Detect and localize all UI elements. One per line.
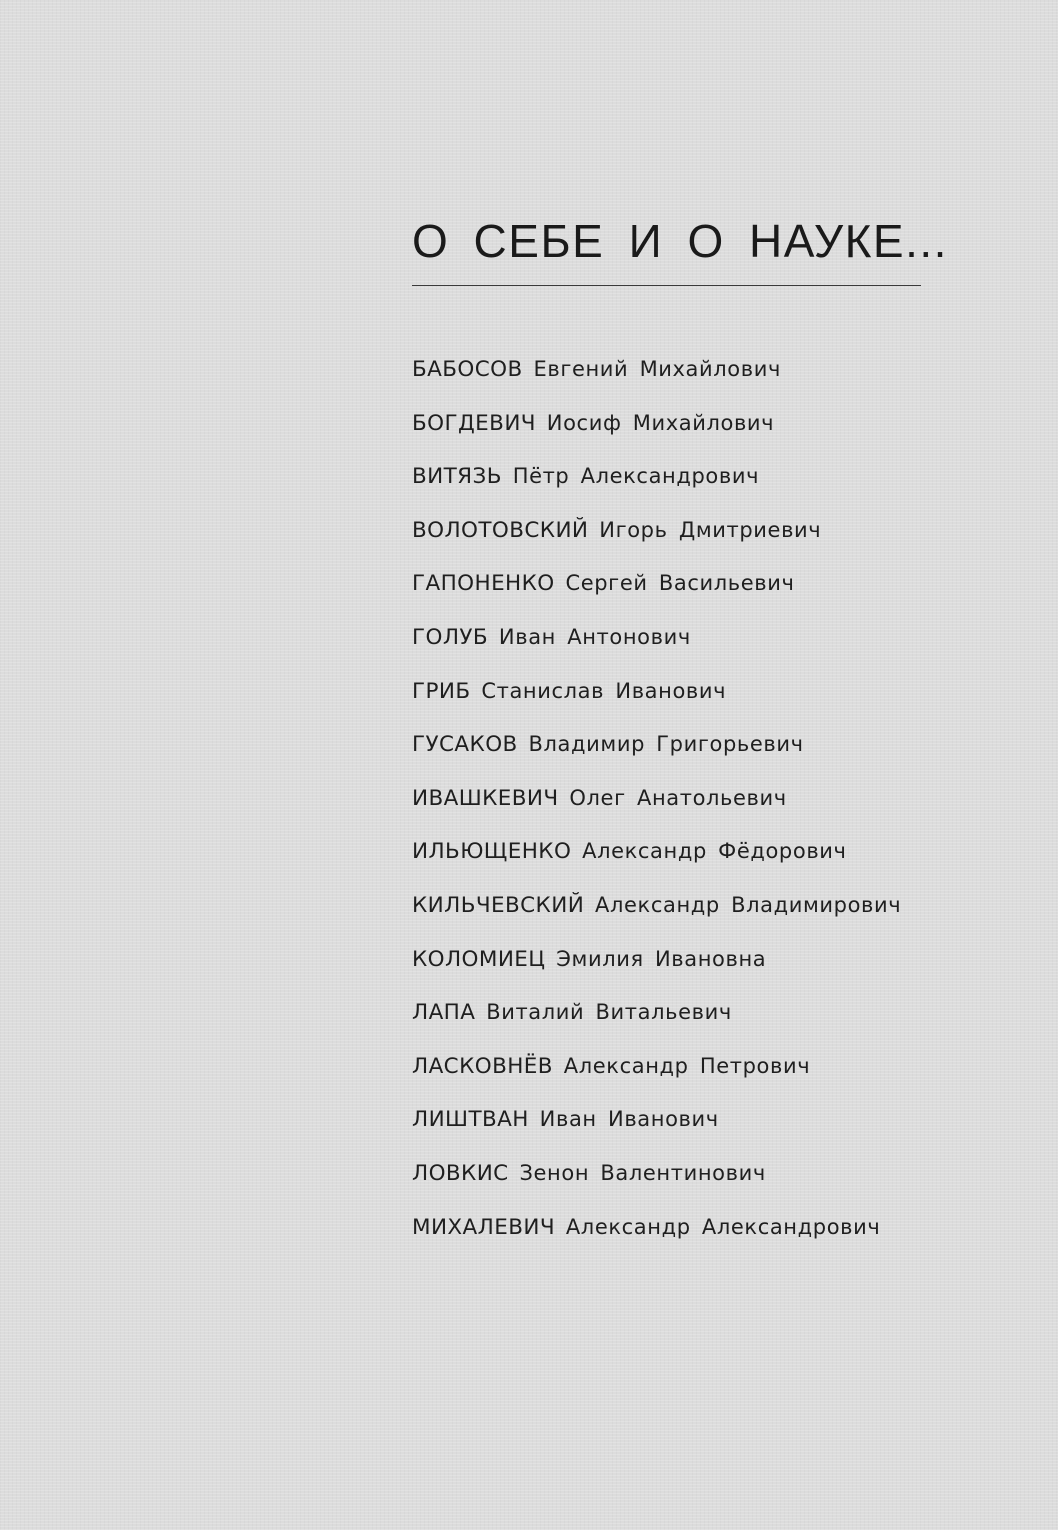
person-surname: ИЛЬЮЩЕНКО: [412, 839, 572, 865]
person-given-name: Игорь Дмитриевич: [599, 517, 822, 542]
person-surname: ГРИБ: [412, 678, 471, 704]
person-surname: МИХАЛЕВИЧ: [412, 1214, 555, 1240]
person-surname: КОЛОМИЕЦ: [412, 946, 546, 972]
person-surname: БАБОСОВ: [412, 357, 523, 382]
title-divider: [412, 285, 921, 286]
person-entry: [412, 563, 901, 617]
person-given-name: Эмилия Ивановна: [556, 946, 767, 971]
person-surname: ВИТЯЗЬ: [412, 464, 502, 490]
people-list: [412, 349, 901, 1260]
person-entry: [412, 1207, 901, 1261]
person-surname: ЛАПА: [412, 1000, 476, 1026]
person-surname: КИЛЬЧЕВСКИЙ: [412, 892, 585, 918]
person-entry: [412, 1153, 901, 1207]
person-given-name: Александр Петрович: [563, 1053, 811, 1078]
person-entry: [412, 885, 901, 939]
person-surname: БОГДЕВИЧ: [412, 410, 536, 436]
person-entry: [412, 724, 901, 778]
person-surname: ИВАШКЕВИЧ: [412, 785, 559, 811]
person-given-name: Евгений Михайлович: [533, 357, 781, 381]
section-title: О СЕБЕ И О НАУКЕ...: [412, 215, 948, 267]
person-given-name: Александр Фёдорович: [582, 839, 847, 864]
person-given-name: Иосиф Михайлович: [546, 410, 775, 435]
person-entry: [412, 1046, 901, 1100]
person-given-name: Олег Анатольевич: [569, 785, 787, 810]
person-entry: [412, 456, 901, 510]
person-given-name: Александр Владимирович: [595, 892, 902, 917]
person-surname: ВОЛОТОВСКИЙ: [412, 517, 589, 543]
person-given-name: Иван Антонович: [498, 624, 691, 649]
person-entry: [412, 671, 901, 725]
person-entry: [412, 992, 901, 1046]
person-entry: [412, 403, 901, 457]
person-given-name: Пётр Александрович: [512, 464, 760, 489]
person-given-name: Станислав Иванович: [481, 678, 727, 703]
person-entry: [412, 778, 901, 832]
person-given-name: Владимир Григорьевич: [528, 732, 804, 757]
person-surname: ЛАСКОВНЁВ: [412, 1053, 553, 1079]
person-given-name: Виталий Витальевич: [486, 1000, 732, 1025]
person-entry: [412, 617, 901, 671]
person-entry: [412, 510, 901, 564]
person-surname: ГАПОНЕНКО: [412, 571, 555, 597]
person-given-name: Зенон Валентинович: [519, 1160, 766, 1185]
person-surname: ЛИШТВАН: [412, 1107, 529, 1133]
person-given-name: Сергей Васильевич: [565, 571, 795, 596]
person-surname: ГОЛУБ: [412, 624, 489, 650]
person-entry: [412, 939, 901, 993]
person-surname: ГУСАКОВ: [412, 732, 518, 758]
person-surname: ЛОВКИС: [412, 1160, 509, 1186]
person-entry: [412, 1099, 901, 1153]
person-given-name: Иван Иванович: [539, 1107, 719, 1132]
person-given-name: Александр Александрович: [565, 1214, 881, 1239]
person-entry: [412, 349, 901, 403]
person-entry: [412, 831, 901, 885]
